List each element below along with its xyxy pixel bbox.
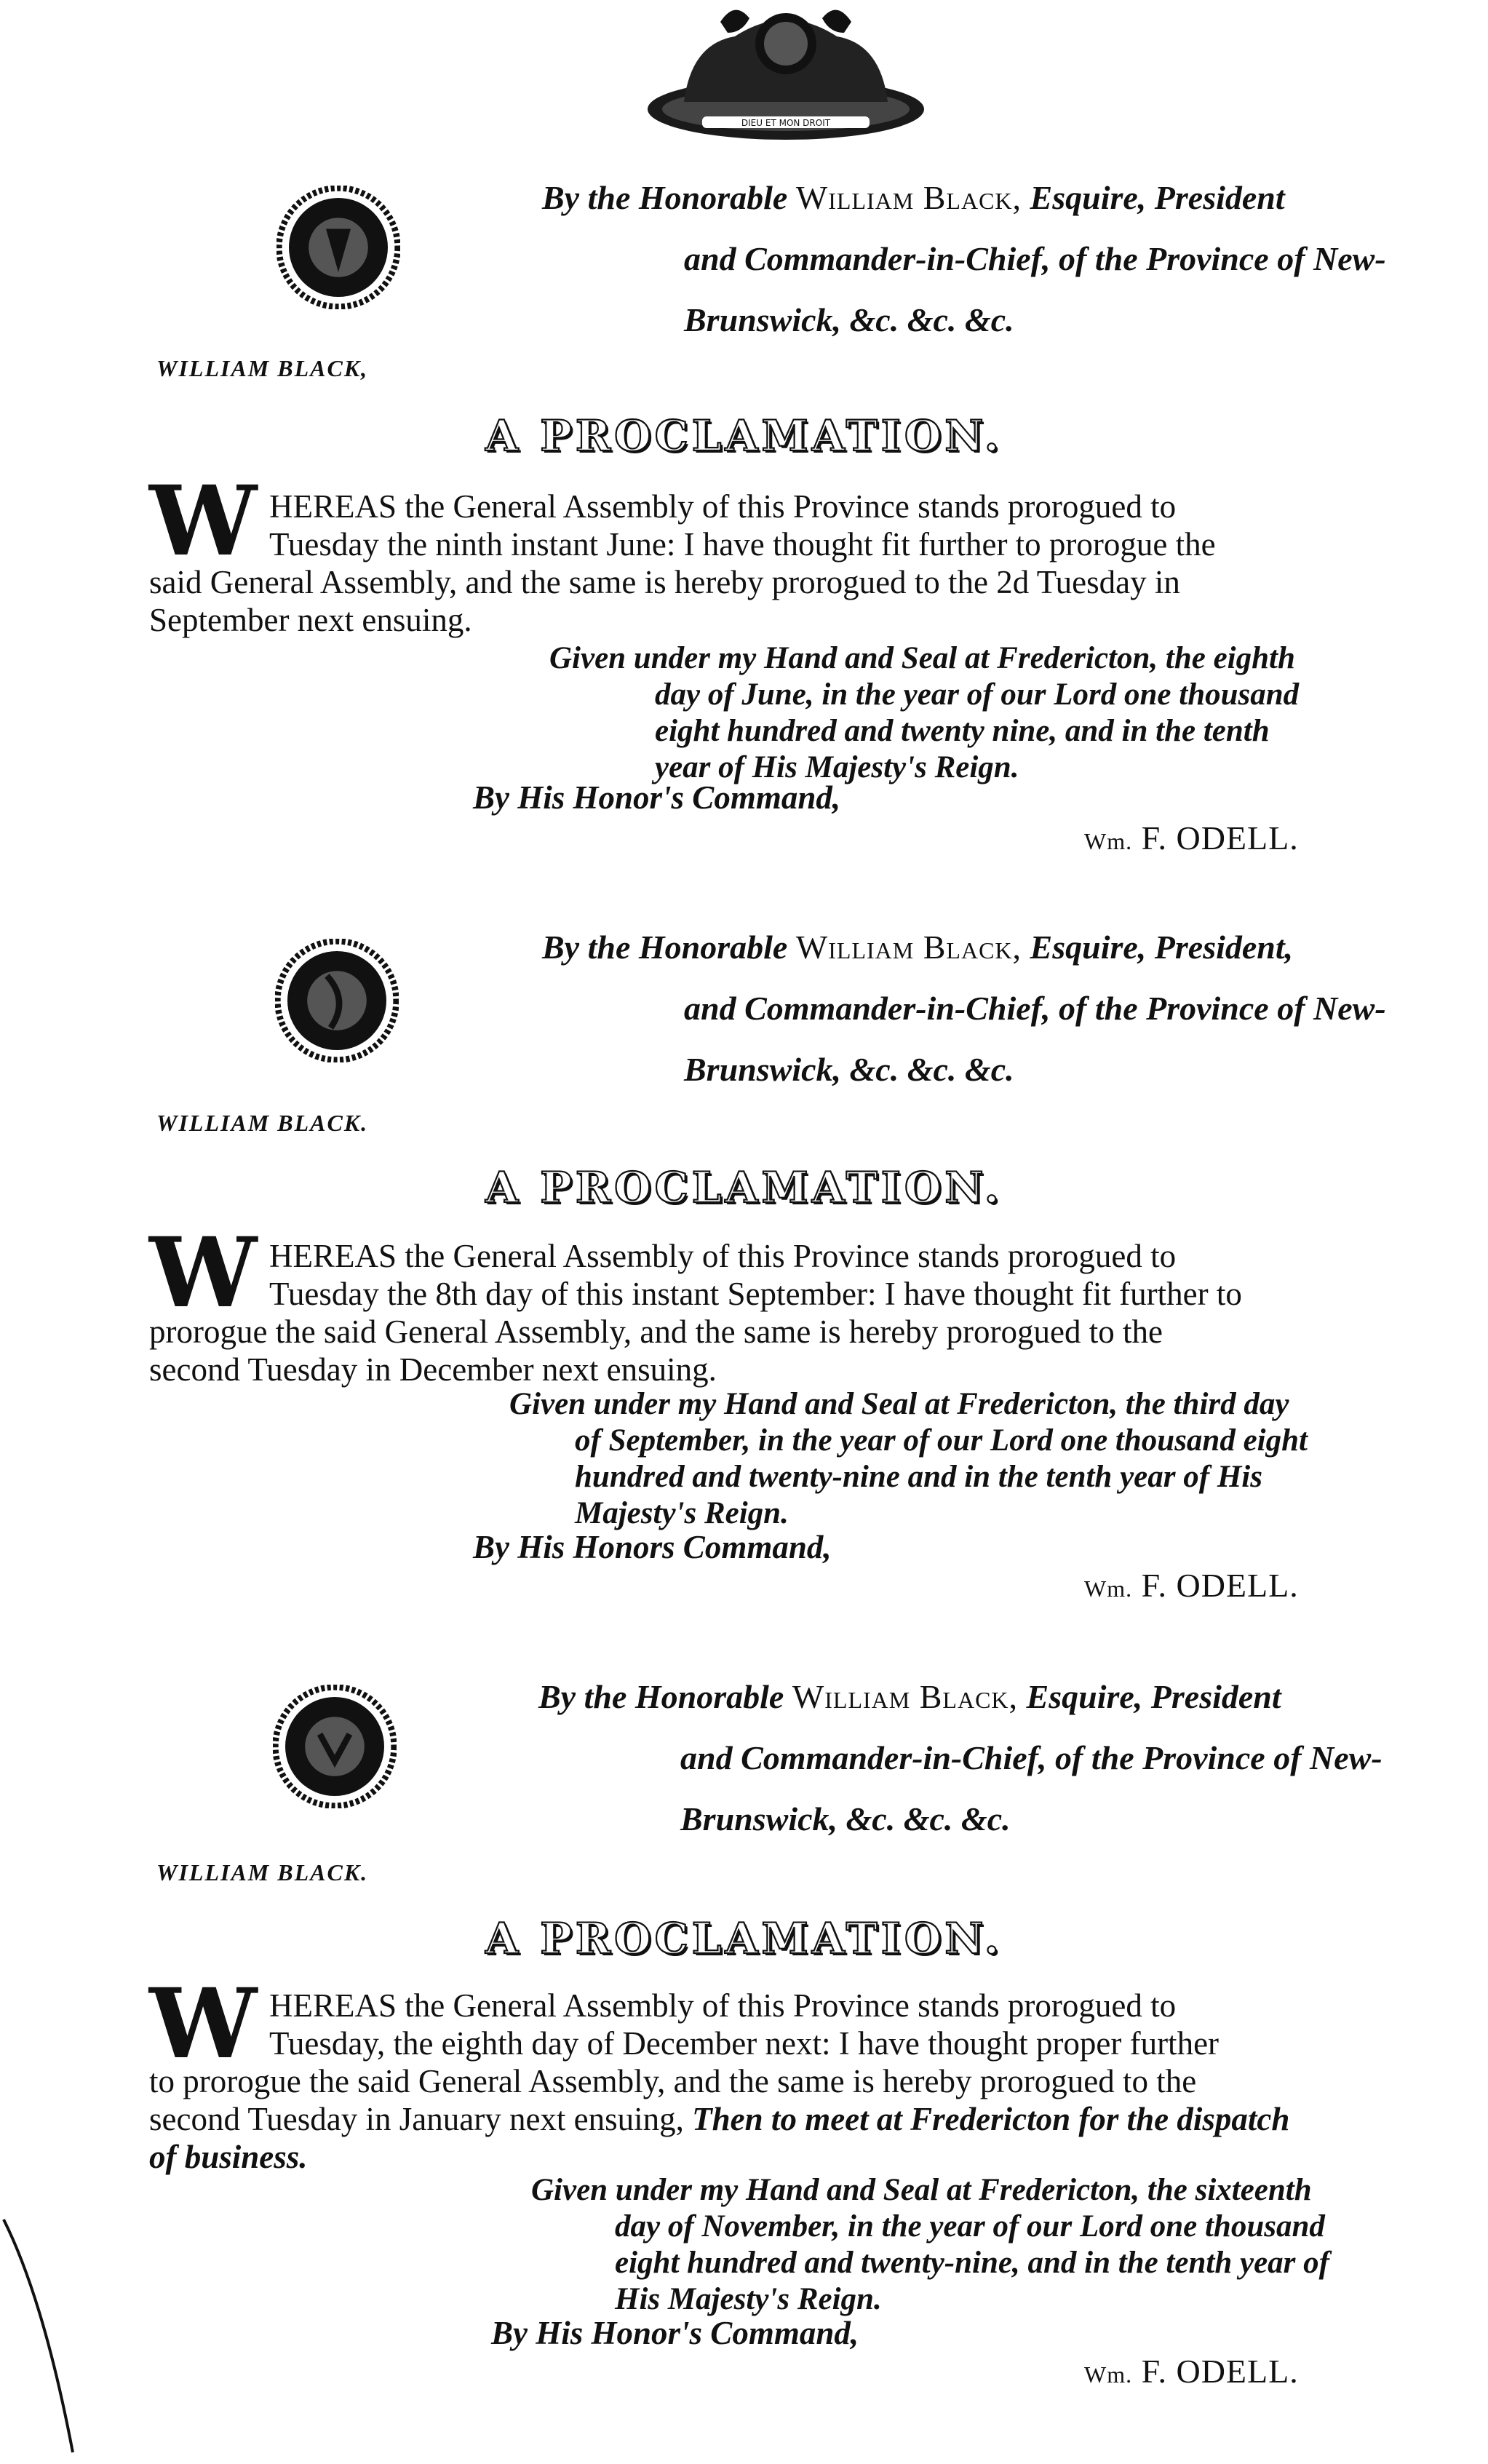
given-clause — [531, 2172, 1329, 2318]
secretary-prefix: Wm. — [1084, 828, 1133, 854]
secretary-name: F. ODELL. — [1141, 2353, 1299, 2390]
given-line-3: hundred and twenty-nine and in the tenth year of His — [575, 1460, 1262, 1494]
by-prefix: By the Honorable — [542, 929, 788, 966]
secretary-signature — [1084, 1566, 1299, 1605]
by-prefix: By the Honorable — [542, 179, 788, 216]
seal-icon — [273, 1685, 397, 1808]
signer-name: WILLIAM BLACK. — [156, 1110, 369, 1136]
proclamation-heading: A PROCLAMATION. — [485, 1914, 1003, 1963]
body-line-1: HEREAS the General Assembly of this Province stands prorogued to — [269, 1987, 1177, 2024]
given-line-1: Given under my Hand and Seal at Fredericton, the sixteenth — [531, 2173, 1312, 2207]
by-line-3: Brunswick, &c. &c. &c. — [684, 1051, 1014, 1088]
drop-cap: W — [149, 465, 255, 578]
secretary-signature — [1084, 819, 1299, 857]
given-clause — [509, 1386, 1308, 1532]
secretary-prefix: Wm. — [1084, 1575, 1133, 1602]
body-line-3: prorogue the said General Assembly, and the same is hereby prorogued to the — [149, 1314, 1163, 1350]
by-line-3: Brunswick, &c. &c. &c. — [684, 301, 1014, 338]
given-line-1: Given under my Hand and Seal at Fredericton, the eighth — [549, 641, 1295, 675]
royal-coat-of-arms-icon — [633, 0, 939, 146]
by-line-2: and Commander-in-Chief, of the Province of New- — [684, 990, 1386, 1027]
by-line-2: and Commander-in-Chief, of the Province of New- — [684, 240, 1386, 277]
secretary-name: F. ODELL. — [1141, 819, 1299, 857]
proclamation-body — [149, 488, 1433, 639]
given-line-4: year of His Majesty's Reign. — [655, 750, 1019, 784]
body-line-4: second Tuesday in December next ensuing. — [149, 1351, 717, 1388]
command-line: By His Honor's Command, — [473, 779, 841, 816]
given-line-3: eight hundred and twenty nine, and in the tenth — [655, 714, 1270, 748]
seal-icon — [275, 939, 399, 1062]
given-line-3: eight hundred and twenty-nine, and in the tenth year of — [615, 2246, 1329, 2280]
proclamation-body — [149, 1237, 1433, 1388]
given-line-2: of September, in the year of our Lord one thousand eight — [575, 1423, 1308, 1458]
by-line — [542, 917, 1481, 1100]
proclamation-body — [149, 1987, 1433, 2176]
body-line-1: HEREAS the General Assembly of this Province stands prorogued to — [269, 1238, 1177, 1274]
seal-icon — [276, 186, 400, 309]
body-line-5: of business. — [149, 2139, 308, 2175]
by-suffix: Esquire, President — [1030, 179, 1285, 216]
drop-cap: W — [149, 1968, 255, 2081]
given-line-4: Majesty's Reign. — [575, 1496, 789, 1530]
command-line: By His Honor's Command, — [491, 2315, 859, 2351]
governor-name: William Black, — [795, 179, 1022, 216]
proclamation-heading: A PROCLAMATION. — [485, 1163, 1003, 1212]
secretary-name: F. ODELL. — [1141, 1567, 1299, 1604]
body-line-3: said General Assembly, and the same is hereby prorogued to the 2d Tuesday in — [149, 564, 1180, 600]
page-edge-mark — [0, 2212, 102, 2460]
governor-name: William Black, — [792, 1678, 1019, 1715]
body-line-2: Tuesday the ninth instant June: I have thought fit further to prorogue the — [269, 526, 1216, 563]
given-clause — [549, 640, 1299, 786]
given-line-4: His Majesty's Reign. — [615, 2282, 882, 2316]
secretary-prefix: Wm. — [1084, 2361, 1133, 2388]
body-line-3: to prorogue the said General Assembly, and the same is hereby prorogued to the — [149, 2063, 1197, 2099]
by-suffix: Esquire, President — [1026, 1678, 1281, 1715]
by-line — [538, 1666, 1477, 1850]
body-line-4: second Tuesday in January next ensuing, — [149, 2101, 684, 2137]
by-prefix: By the Honorable — [538, 1678, 784, 1715]
governor-name: William Black, — [795, 929, 1022, 966]
given-line-2: day of June, in the year of our Lord one thousand — [655, 677, 1300, 712]
body-line-4: September next ensuing. — [149, 602, 472, 638]
signer-name: WILLIAM BLACK, — [156, 355, 369, 381]
svg-text:DIEU ET MON DROIT: DIEU ET MON DROIT — [741, 118, 831, 128]
signer-name: WILLIAM BLACK. — [156, 1859, 369, 1885]
body-line-2: Tuesday, the eighth day of December next: I have thought proper further — [269, 2025, 1220, 2062]
given-line-1: Given under my Hand and Seal at Fredericton, the third day — [509, 1387, 1289, 1421]
by-line-3: Brunswick, &c. &c. &c. — [680, 1800, 1011, 1837]
body-line-1: HEREAS the General Assembly of this Province stands prorogued to — [269, 488, 1177, 525]
secretary-signature — [1084, 2352, 1299, 2391]
proclamation-heading: A PROCLAMATION. — [485, 411, 1003, 461]
body-line-4-italic: Then to meet at Fredericton for the dispatch — [692, 2101, 1290, 2137]
body-line-2: Tuesday the 8th day of this instant September: I have thought fit further to — [269, 1276, 1242, 1312]
by-line-2: and Commander-in-Chief, of the Province of New- — [680, 1739, 1382, 1776]
command-line: By His Honors Command, — [473, 1529, 832, 1565]
drop-cap: W — [149, 1217, 255, 1330]
by-line — [542, 167, 1481, 351]
by-suffix: Esquire, President, — [1030, 929, 1294, 966]
given-line-2: day of November, in the year of our Lord one thousand — [615, 2209, 1325, 2244]
